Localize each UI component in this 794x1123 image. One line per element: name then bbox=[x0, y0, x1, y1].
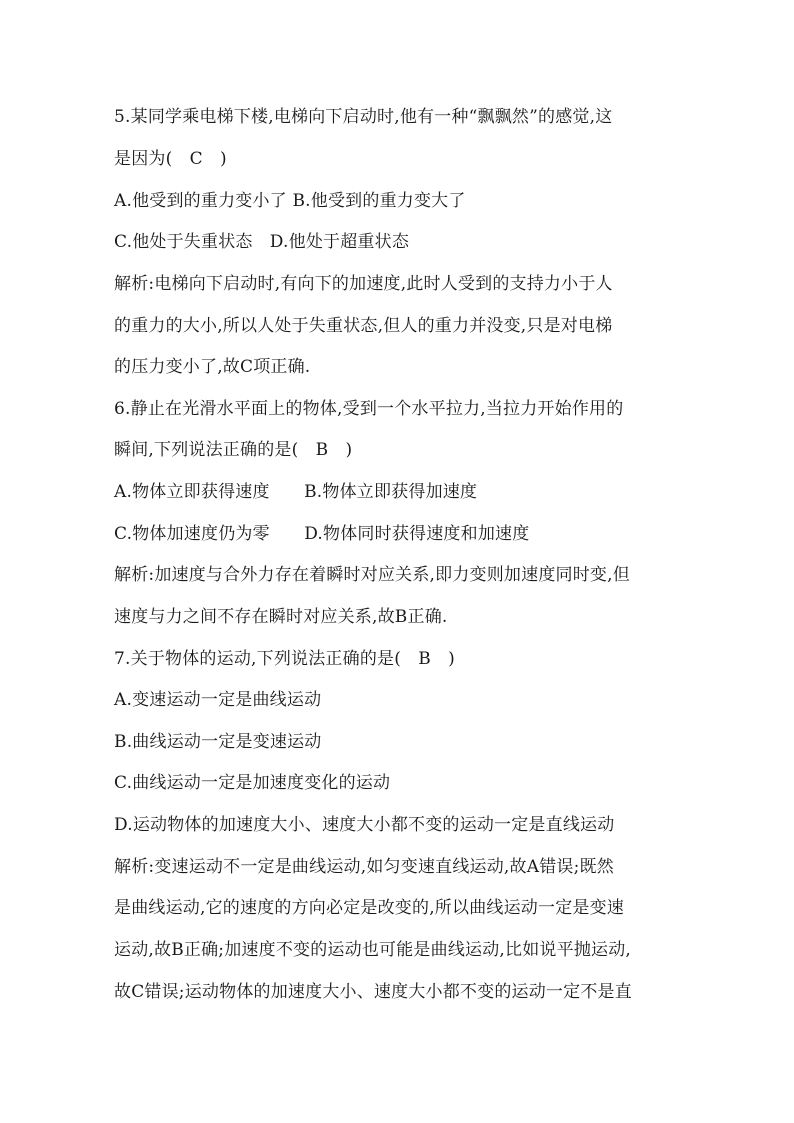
q6-analysis-line-2: 速度与力之间不存在瞬时对应关系,故B正确. bbox=[114, 607, 448, 627]
q6-analysis-line-1: 解析:加速度与合外力存在着瞬时对应关系,即力变则加速度同时变,但 bbox=[114, 565, 630, 585]
q7-analysis-line-3: 运动,故B正确;加速度不变的运动也可能是曲线运动,比如说平抛运动, bbox=[114, 940, 632, 960]
q5-analysis-line-2: 的重力的大小,所以人处于失重状态,但人的重力并没变,只是对电梯 bbox=[114, 316, 613, 336]
q7-option-a: A.变速运动一定是曲线运动 bbox=[114, 690, 322, 710]
q6-options-cd: C.物体加速度仍为零 D.物体同时获得速度和加速度 bbox=[114, 524, 530, 544]
q5-stem-line-1: 5.某同学乘电梯下楼,电梯向下启动时,他有一种“飘飘然”的感觉,这 bbox=[114, 107, 613, 127]
q7-stem: 7.关于物体的运动,下列说法正确的是( B ) bbox=[114, 649, 455, 669]
q6-stem-line-2: 瞬间,下列说法正确的是( B ) bbox=[114, 440, 353, 460]
q5-options-cd: C.他处于失重状态 D.他处于超重状态 bbox=[114, 232, 410, 252]
q5-options-ab: A.他受到的重力变小了 B.他受到的重力变大了 bbox=[114, 191, 466, 211]
q7-option-d: D.运动物体的加速度大小、速度大小都不变的运动一定是直线运动 bbox=[114, 815, 615, 835]
q6-stem-line-1: 6.静止在光滑水平面上的物体,受到一个水平拉力,当拉力开始作用的 bbox=[114, 399, 624, 419]
q7-option-c: C.曲线运动一定是加速度变化的运动 bbox=[114, 773, 391, 793]
q5-analysis-line-3: 的压力变小了,故C项正确. bbox=[114, 357, 311, 377]
q7-analysis-line-4: 故C错误;运动物体的加速度大小、速度大小都不变的运动一定不是直 bbox=[114, 982, 632, 1002]
q6-options-ab: A.物体立即获得速度 B.物体立即获得加速度 bbox=[114, 482, 478, 502]
q7-analysis-line-2: 是曲线运动,它的速度的方向必定是改变的,所以曲线运动一定是变速 bbox=[114, 898, 625, 918]
q7-analysis-line-1: 解析:变速运动不一定是曲线运动,如匀变速直线运动,故A错误;既然 bbox=[114, 857, 614, 877]
q7-option-b: B.曲线运动一定是变速运动 bbox=[114, 732, 322, 752]
q5-stem-line-2: 是因为( C ) bbox=[114, 149, 227, 169]
q5-analysis-line-1: 解析:电梯向下启动时,有向下的加速度,此时人受到的支持力小于人 bbox=[114, 274, 613, 294]
